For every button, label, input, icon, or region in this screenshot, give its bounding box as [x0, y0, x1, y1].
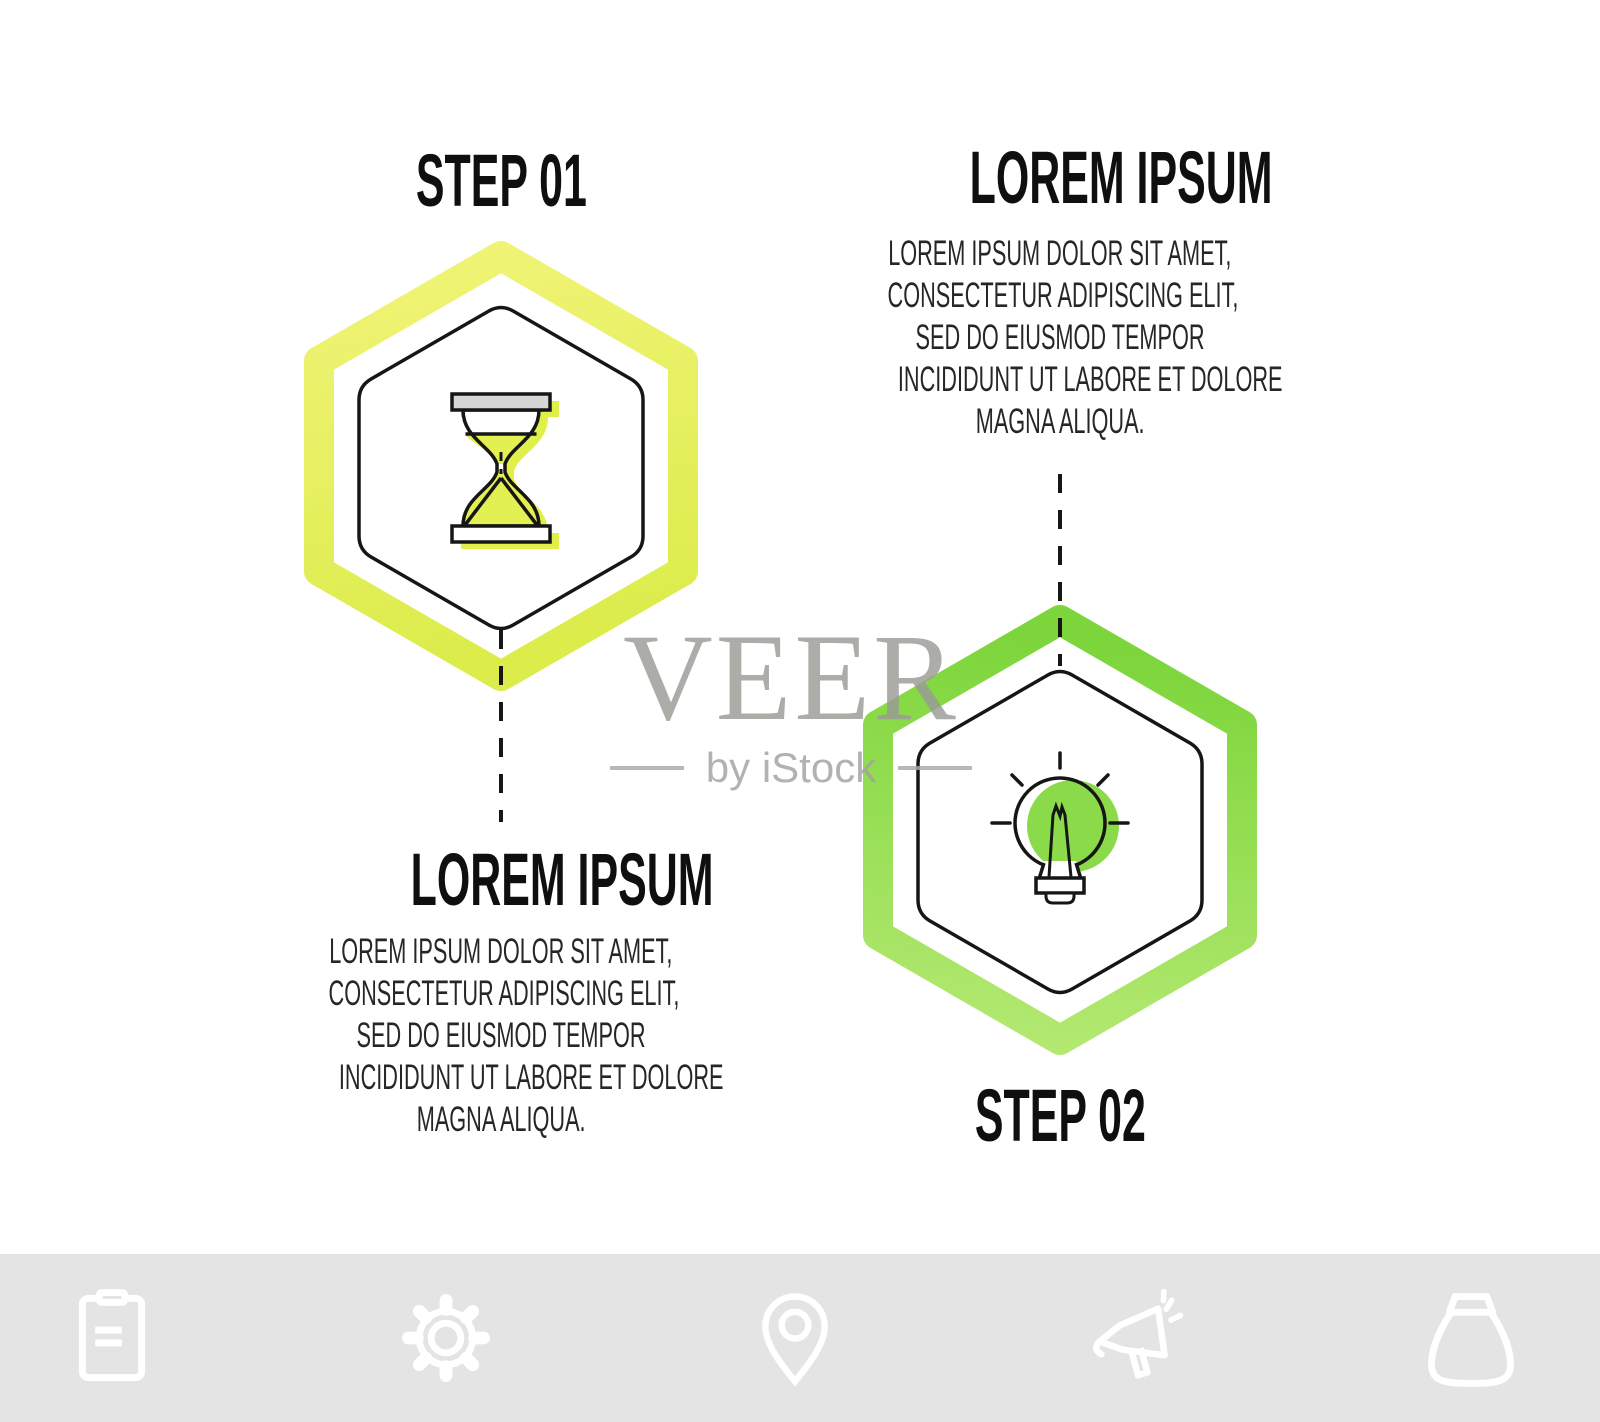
watermark-byline: by iStock — [705, 744, 877, 791]
step-01-body: LOREM IPSUM DOLOR SIT AMET, CONSECTETUR ADIPISCING ELIT, SED DO EIUSMOD TEMPOR INCIDIDUNT UT LABORE ET DOLORE MAGNA ALIQUA. — [887, 234, 1283, 441]
watermark-brand: VEER — [623, 609, 959, 746]
step-01-title: STEP 01 — [415, 139, 587, 222]
step-02-body: LOREM IPSUM DOLOR SIT AMET, CONSECTETUR ADIPISCING ELIT, SED DO EIUSMOD TEMPOR INCIDIDUNT UT LABORE ET DOLORE MAGNA ALIQUA. — [328, 932, 724, 1139]
step-02-title: STEP 02 — [974, 1074, 1146, 1157]
step-01-heading: LOREM IPSUM — [969, 136, 1273, 219]
clipboard-icon — [27, 1254, 197, 1422]
step-02-heading: LOREM IPSUM — [410, 838, 714, 921]
location-pin-icon — [710, 1254, 880, 1422]
gear-icon — [361, 1254, 531, 1422]
money-bag-icon — [1386, 1254, 1556, 1422]
megaphone-icon — [1051, 1254, 1221, 1422]
